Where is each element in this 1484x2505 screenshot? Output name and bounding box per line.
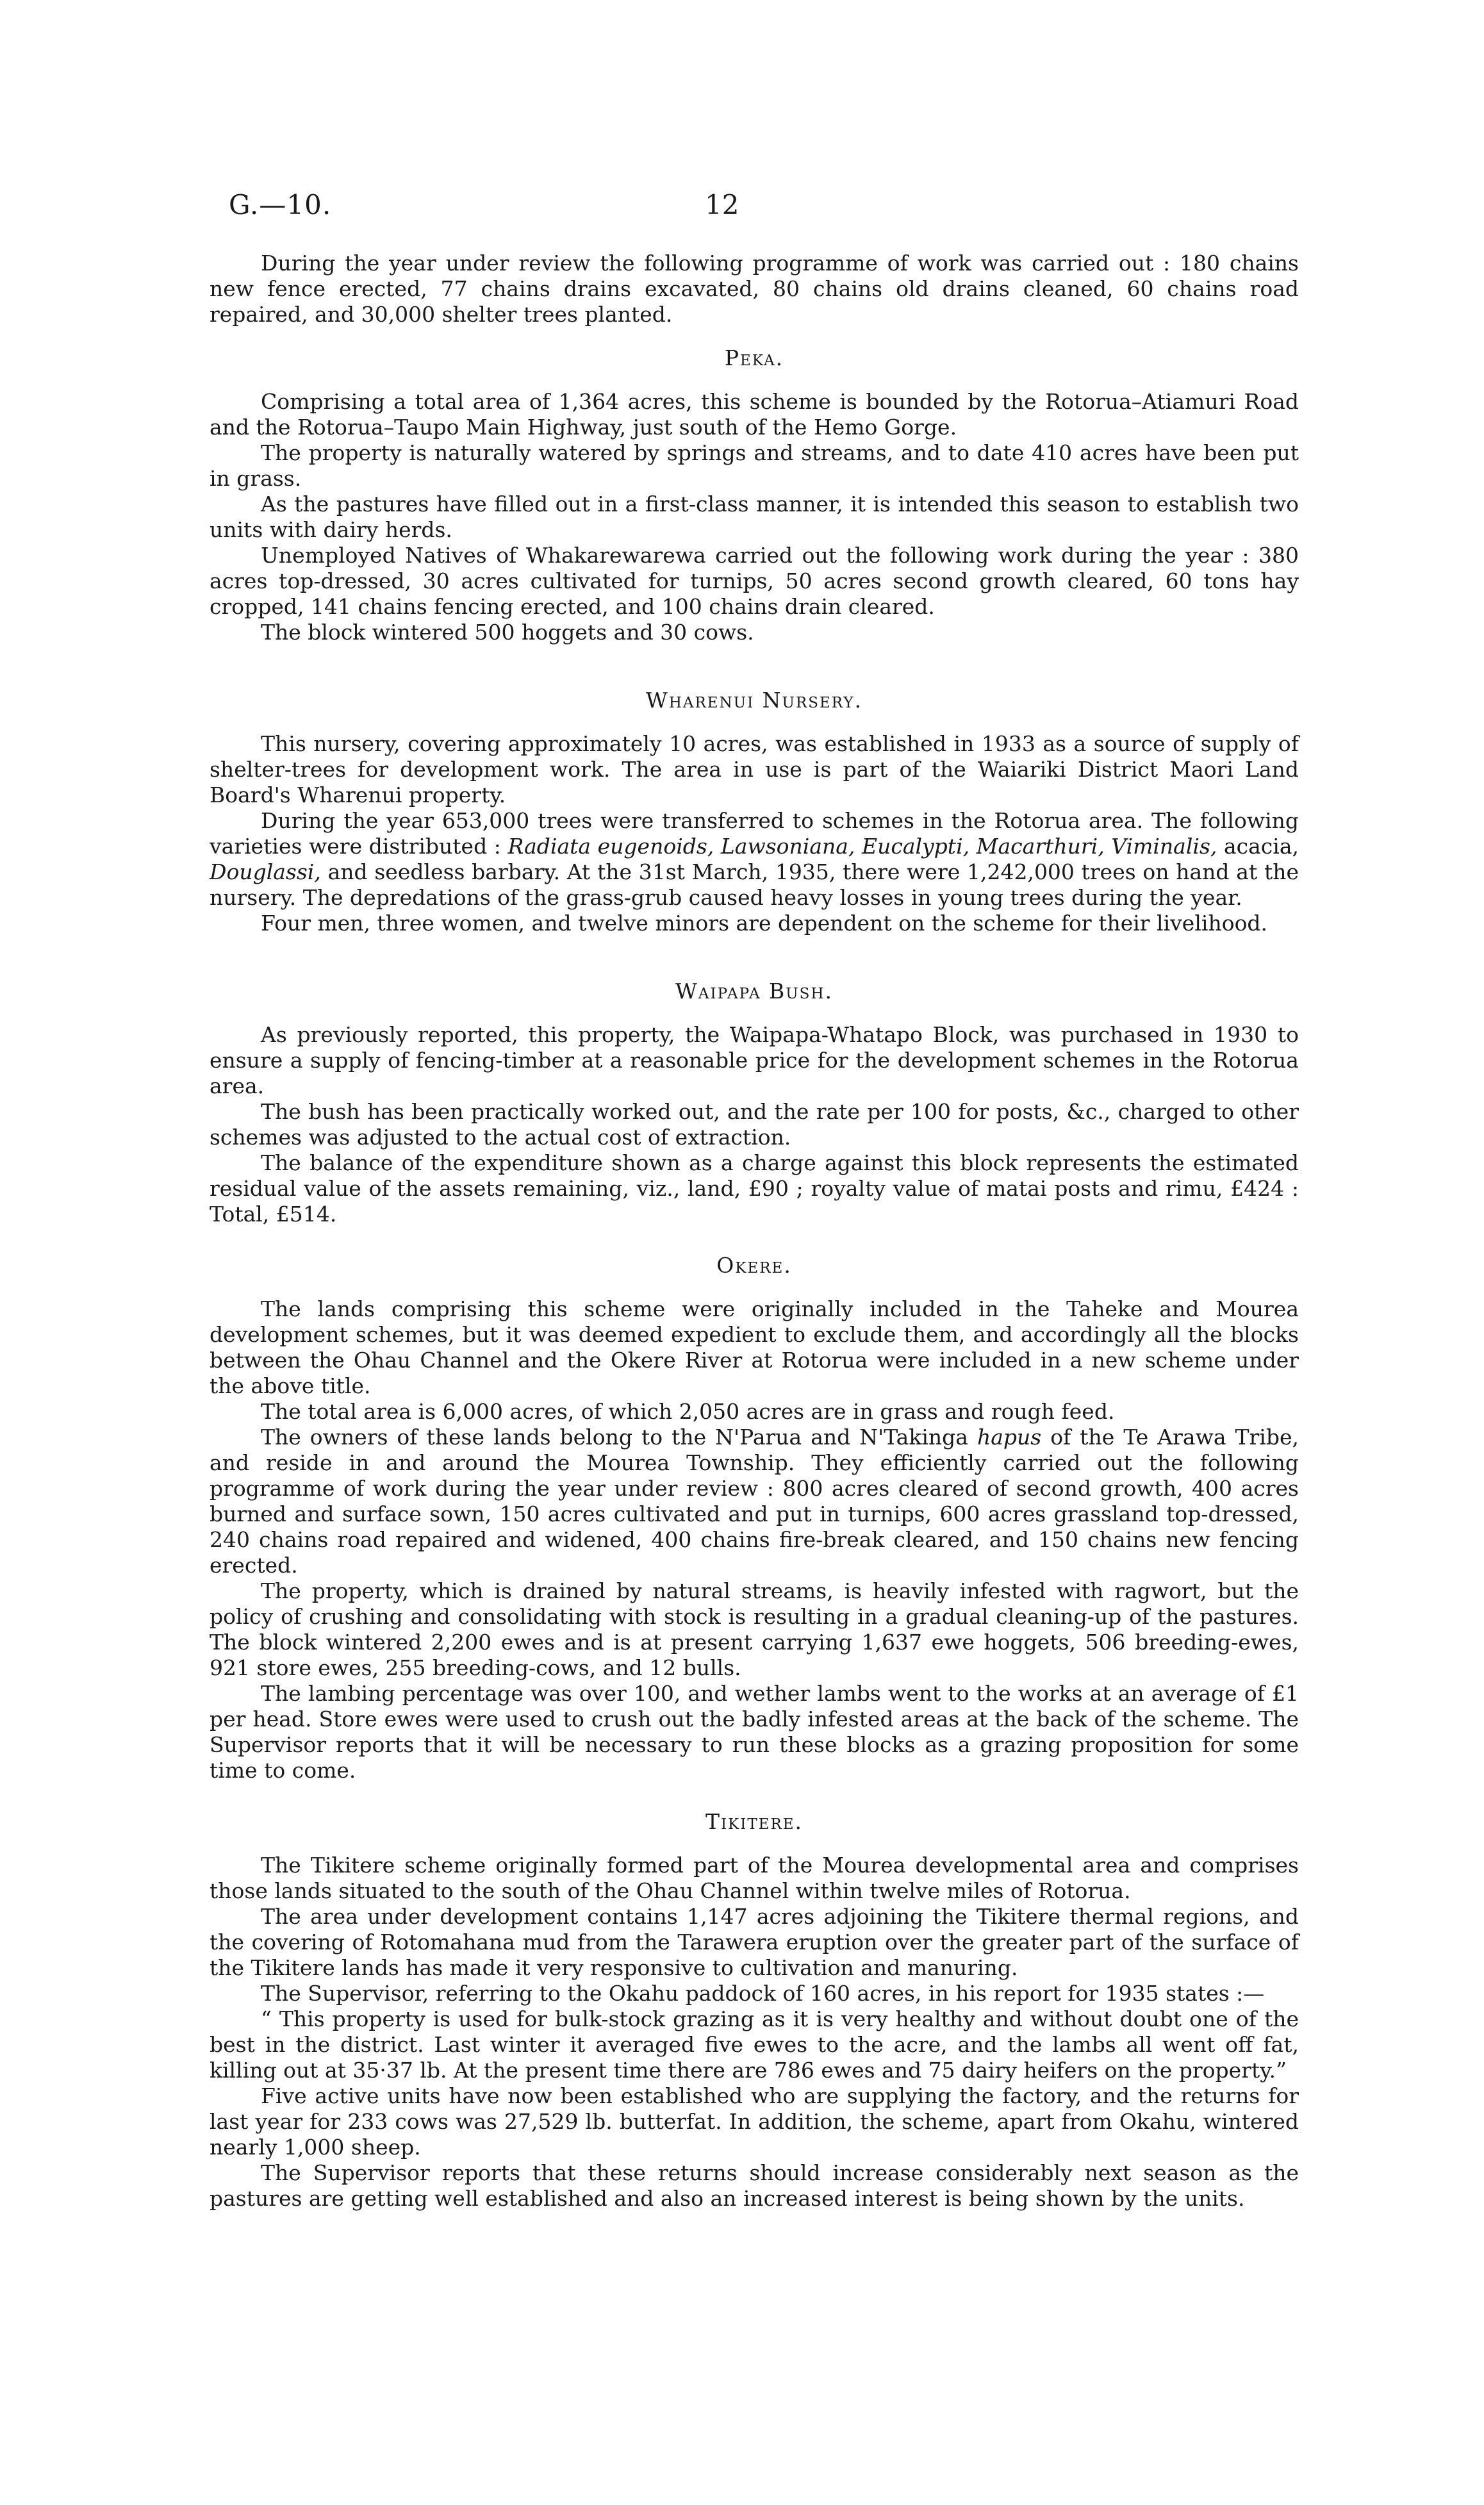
document-reference: G.—10. xyxy=(229,189,332,220)
paragraph: The owners of these lands belong to the N'Parua and N'Takinga hapus of the Te Arawa Tribe, and reside in and around the Mourea Township. They efficiently carried out the following programme of work during the year under review : 800 acres cleared of second growth, 400 acres burned and surface sown, 150 acres cultivated and put in turnips, 600 acres grassland top-dressed, 240 chains road repaired and widened, 400 chains fire-break cleared, and 150 chains new fencing erected. xyxy=(210,1425,1299,1578)
section-okere xyxy=(210,1253,1299,1783)
paragraph: “ This property is used for bulk-stock grazing as it is very healthy and without doubt one of the best in the district. Last winter it averaged five ewes to the acre, and the lambs all went off fat, killing out at 35·37 lb. At the present time there are 786 ewes and 75 dairy heifers on the property.” xyxy=(210,2006,1299,2083)
paragraph: The total area is 6,000 acres, of which 2,050 acres are in grass and rough feed. xyxy=(261,1399,1115,1424)
page-number: 12 xyxy=(705,189,739,220)
section-heading: Wharenui Nursery. xyxy=(645,688,863,713)
section-waipapa-bush xyxy=(210,979,1299,1227)
paragraph: The Supervisor reports that these returns should increase considerably next season as the pastures are getting well established and also an increased interest is being shown by the units. xyxy=(210,2160,1299,2211)
intro-section xyxy=(210,251,1299,327)
paragraph: The bush has been practically worked out, and the rate per 100 for posts, &c., charged to other schemes was adjusted to the actual cost of extraction. xyxy=(210,1099,1299,1150)
section-heading: Okere. xyxy=(716,1253,792,1278)
document-page xyxy=(210,189,1299,2212)
maori-term: hapus xyxy=(977,1425,1042,1450)
paragraph: The lands comprising this scheme were originally included in the Taheke and Mourea development schemes, but it was deemed expedient to exclude them, and accordingly all the blocks between the Ohau Channel and the Okere River at Rotorua were included in a new scheme under the above title. xyxy=(210,1296,1299,1398)
section-peka xyxy=(210,345,1299,645)
page-header xyxy=(210,189,1299,227)
paragraph: The balance of the expenditure shown as a charge against this block represents the estimated residual value of the assets remaining, viz., land, £90 ; royalty value of matai posts and rimu, £424 : Total, £514. xyxy=(210,1150,1299,1227)
paragraph: The lambing percentage was over 100, and wether lambs went to the works at an average of £1 per head. Store ewes were used to crush out the badly infested areas at the back of the scheme. The Supervisor reports that it will be necessary to run these blocks as a grazing proposition for some time to come. xyxy=(210,1681,1299,1783)
paragraph: As the pastures have filled out in a first-class manner, it is intended this season to establish two units with dairy herds. xyxy=(210,492,1299,542)
paragraph: The Supervisor, referring to the Okahu paddock of 160 acres, in his report for 1935 states :— xyxy=(261,1981,1265,2006)
paragraph: This nursery, covering approximately 10 acres, was established in 1933 as a source of supply of shelter-trees for development work. The area in use is part of the Waiariki District Maori Land Board's Wharenui property. xyxy=(210,731,1299,807)
paragraph: As previously reported, this property, the Waipapa-Whatapo Block, was purchased in 1930 to ensure a supply of fencing-timber at a reasonable price for the development schemes in the Rotorua area. xyxy=(210,1022,1299,1098)
section-heading: Peka. xyxy=(724,345,784,370)
section-tikitere xyxy=(210,1809,1299,2212)
species-name: Douglassi, xyxy=(210,859,321,884)
section-wharenui-nursery xyxy=(210,688,1299,936)
paragraph: Unemployed Natives of Whakarewarewa carried out the following work during the year : 380 acres top-dressed, 30 acres cultivated for turnips, 50 acres second growth cleared, 60 tons hay cropped, 141 chains fencing erected, and 100 chains drain cleared. xyxy=(210,543,1299,619)
paragraph: The Tikitere scheme originally formed part of the Mourea developmental area and comprises those lands situated to the south of the Ohau Channel within twelve miles of Rotorua. xyxy=(210,1853,1299,1903)
paragraph: During the year under review the following programme of work was carried out : 180 chains new fence erected, 77 chains drains excavated, 80 chains old drains cleaned, 60 chains road repaired, and 30,000 shelter trees planted. xyxy=(210,251,1299,327)
paragraph: The area under development contains 1,147 acres adjoining the Tikitere thermal regions, and the covering of Rotomahana mud from the Tarawera eruption over the greater part of the surface of the Tikitere lands has made it very responsive to cultivation and manuring. xyxy=(210,1904,1299,1980)
paragraph: The block wintered 500 hoggets and 30 cows. xyxy=(261,620,754,645)
paragraph: Comprising a total area of 1,364 acres, this scheme is bounded by the Rotorua–Atiamuri Road and the Rotorua–Taupo Main Highway, just south of the Hemo Gorge. xyxy=(210,389,1299,440)
paragraph: The property, which is drained by natural streams, is heavily infested with ragwort, but the policy of crushing and consolidating with stock is resulting in a gradual cleaning-up of the pastures. The block wintered 2,200 ewes and is at present carrying 1,637 ewe hoggets, 506 breeding-ewes, 921 store ewes, 255 breeding-cows, and 12 bulls. xyxy=(210,1578,1299,1680)
paragraph: Four men, three women, and twelve minors are dependent on the scheme for their livelihood. xyxy=(261,911,1268,936)
paragraph: The property is naturally watered by springs and streams, and to date 410 acres have been put in grass. xyxy=(210,440,1299,491)
species-list: Radiata eugenoids, Lawsoniana, Eucalypti, Macarthuri, Viminalis, xyxy=(507,834,1217,859)
section-heading: Tikitere. xyxy=(705,1809,804,1834)
paragraph: During the year 653,000 trees were transferred to schemes in the Rotorua area. The following varieties were distributed : Radiata eugenoids, Lawsoniana, Eucalypti, Macarthuri, Viminalis, acacia, Douglassi, and seedless barbary. At the 31st March, 1935, there were 1,242,000 trees on hand at the nursery. The depredations of the grass-grub caused heavy losses in young trees during the year. xyxy=(210,808,1299,910)
paragraph: Five active units have now been established who are supplying the factory, and the returns for last year for 233 cows was 27,529 lb. butterfat. In addition, the scheme, apart from Okahu, wintered nearly 1,000 sheep. xyxy=(210,2083,1299,2160)
section-heading: Waipapa Bush. xyxy=(675,979,833,1004)
